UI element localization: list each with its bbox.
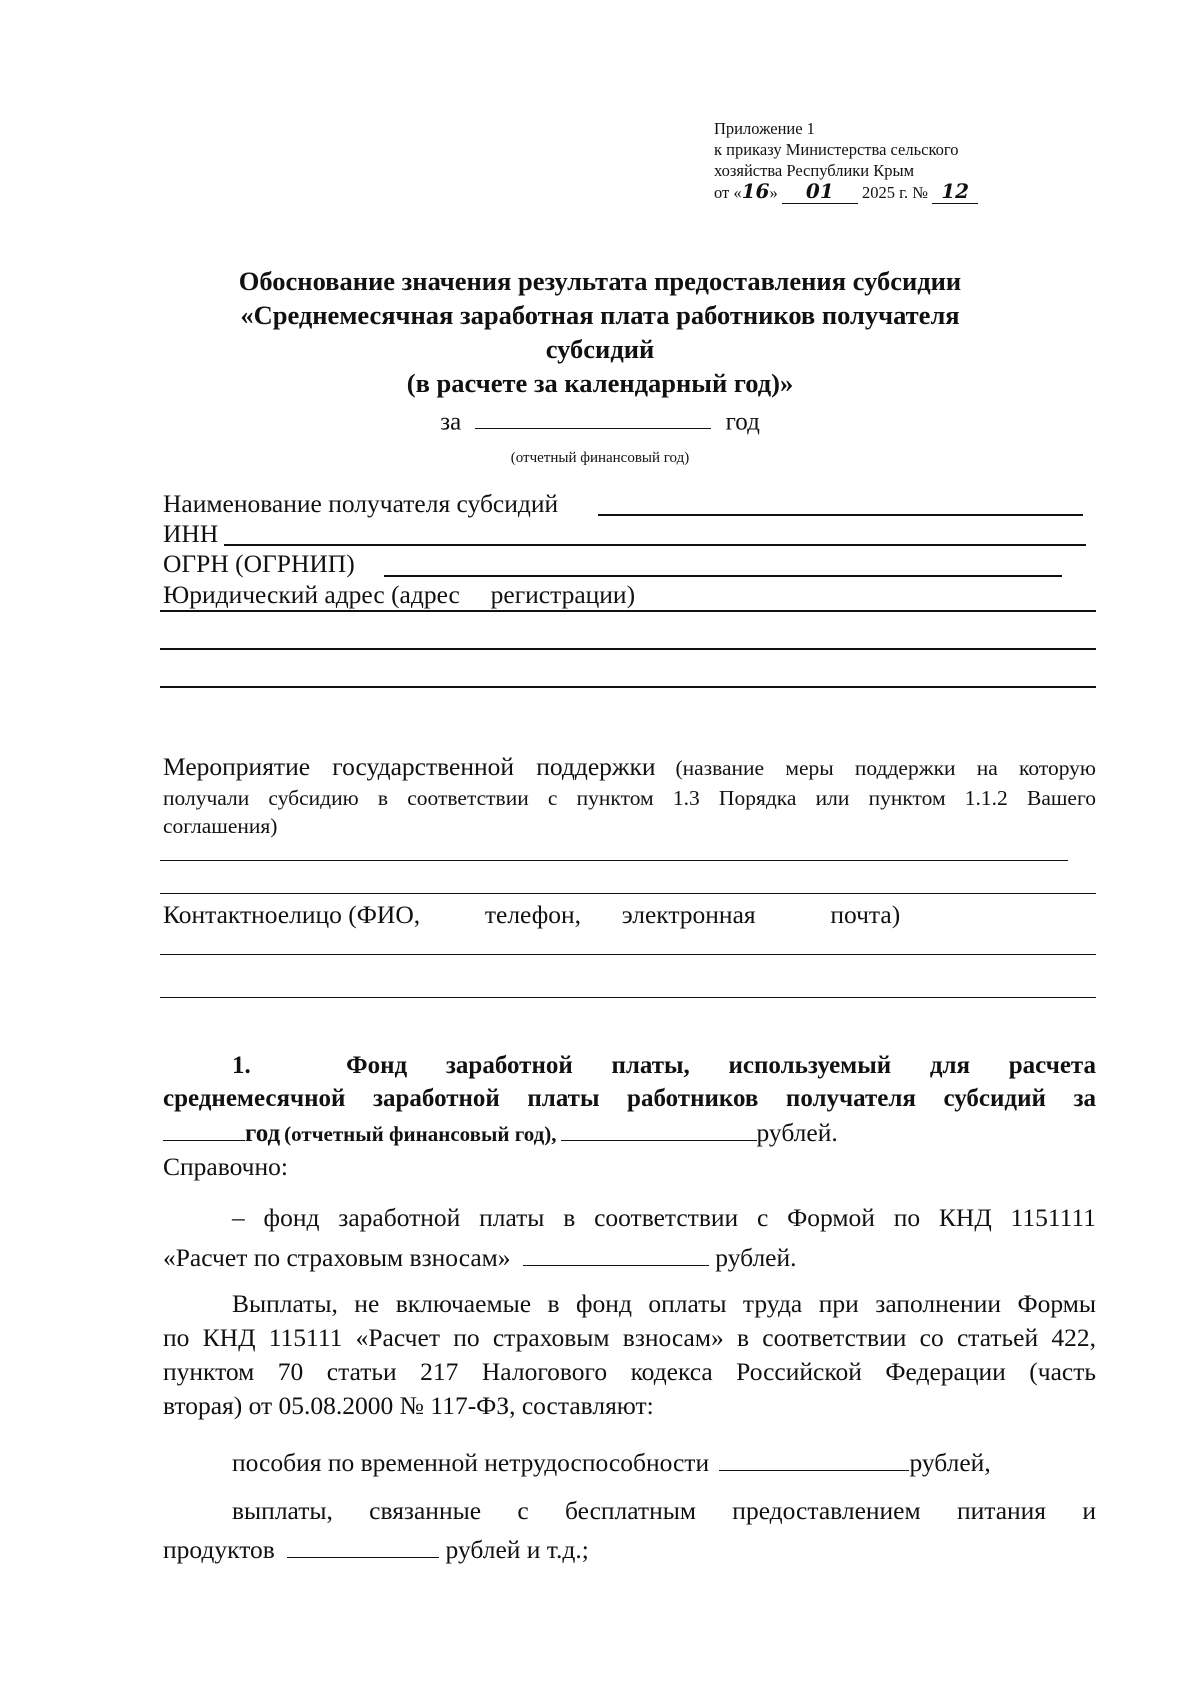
fund-year-caption: (отчетный финансовый год), — [284, 1122, 557, 1146]
contact-person-label — [163, 900, 900, 930]
contact-word: телефон, — [484, 900, 581, 929]
appendix-line: к приказу Министерства сельского — [714, 140, 959, 159]
date-mid: » — [769, 183, 778, 202]
reporting-year-line — [150, 402, 1050, 436]
legal-address-field-3[interactable] — [160, 686, 1096, 688]
contact-word: почта) — [830, 900, 901, 929]
fund-reference-line: – фонд заработной платы в соответствии с Формой по КНД 1151111 — [232, 1203, 1096, 1232]
title-line: Обоснование значения результата предоставления субсидии — [238, 266, 962, 296]
excluded-payments-line: пунктом 70 статьи 217 Налогового кодекса Российской Федерации (часть — [163, 1357, 1096, 1386]
appendix-date-line — [714, 181, 978, 204]
free-food-label: продуктов — [163, 1534, 275, 1564]
contact-word: Контактноелицо (ФИО, — [163, 900, 421, 929]
page-title — [150, 264, 1050, 400]
legal-address-label-part: Юридический адрес (адрес — [163, 580, 460, 609]
title-line: «Среднемесячная заработная плата работников получателя — [240, 300, 960, 330]
fund-reference-amount-field[interactable] — [523, 1238, 709, 1266]
section-1-heading-line-2: среднемесячной заработной платы работников получателя субсидий за — [163, 1085, 1096, 1112]
section-heading-text: Фонд заработной платы, используемый для расчета — [346, 1052, 1096, 1079]
fund-year-field[interactable] — [163, 1123, 245, 1141]
contact-person-field-2[interactable] — [160, 997, 1096, 998]
free-food-amount-field[interactable] — [287, 1530, 439, 1558]
free-food-line: выплаты, связанные с бесплатным предоставлением питания и — [232, 1496, 1096, 1525]
sick-leave-amount-field[interactable] — [719, 1443, 909, 1471]
ogrn-label: ОГРН (ОГРНИП) — [163, 549, 355, 578]
date-year: 2025 г. № — [861, 183, 928, 202]
reporting-year-field[interactable] — [475, 402, 711, 429]
title-line: (в расчете за календарный год)» — [406, 368, 794, 398]
contact-word: электронная — [621, 900, 756, 929]
appendix-line: хозяйства Республики Крым — [714, 161, 915, 180]
title-line: субсидий — [545, 334, 655, 364]
support-measure-field-2[interactable] — [160, 893, 1096, 894]
sick-leave-line — [232, 1443, 991, 1478]
support-measure-hint: (название меры поддержки на которую — [675, 756, 1096, 780]
free-food-line-2 — [163, 1530, 589, 1565]
reference-label: Справочно: — [163, 1152, 288, 1181]
contact-person-field[interactable] — [160, 954, 1096, 955]
ogrn-field[interactable] — [384, 575, 1062, 577]
excluded-payments-line: вторая) от 05.08.2000 № 117-ФЗ, составляют: — [163, 1391, 654, 1420]
fund-amount-unit: рублей. — [756, 1118, 838, 1147]
year-prefix: за — [440, 408, 462, 436]
free-food-unit: рублей и т.д.; — [445, 1534, 589, 1564]
date-month: 01 — [805, 179, 834, 203]
inn-label: ИНН — [163, 519, 219, 548]
order-number: 12 — [941, 179, 970, 203]
support-measure-line — [163, 752, 1096, 782]
support-measure-hint-line: получали субсидию в соответствии с пунктом 1.3 Порядка или пунктом 1.1.2 Вашего — [163, 786, 1096, 810]
reporting-year-caption: (отчетный финансовый год) — [510, 450, 690, 466]
sick-leave-label: пособия по временной нетрудоспособности — [232, 1447, 710, 1477]
recipient-name-field[interactable] — [598, 514, 1083, 516]
sick-leave-unit: рублей, — [909, 1447, 991, 1477]
appendix-block — [714, 118, 978, 204]
legal-address-field-2[interactable] — [160, 648, 1096, 650]
excluded-payments-line: по КНД 115111 «Расчет по страховым взносам» в соответствии со статьей 422, — [163, 1323, 1096, 1352]
order-number-field — [932, 181, 978, 204]
date-month-field — [782, 181, 858, 204]
fund-reference-text: «Расчет по страховым взносам» — [163, 1242, 511, 1272]
fund-amount-field[interactable] — [561, 1123, 757, 1141]
legal-address-label — [163, 580, 635, 610]
recipient-name-label: Наименование получателя субсидий — [163, 489, 559, 518]
section-1-heading-line-3 — [163, 1118, 838, 1148]
appendix-line: Приложение 1 — [714, 119, 815, 138]
year-suffix: год — [725, 408, 760, 436]
fund-reference-line-2 — [163, 1238, 797, 1273]
support-measure-field[interactable] — [160, 860, 1068, 861]
date-day: 16 — [741, 179, 770, 203]
legal-address-label-part: регистрации) — [490, 580, 636, 609]
support-measure-hint-line: соглашения) — [163, 814, 278, 838]
legal-address-field[interactable] — [160, 610, 1096, 612]
support-measure-label: Мероприятие государственной поддержки — [163, 752, 656, 781]
section-number: 1. — [232, 1052, 251, 1079]
date-prefix: от « — [714, 183, 742, 202]
fund-year-suffix: год — [245, 1120, 281, 1147]
section-1-heading-line — [232, 1052, 1096, 1080]
excluded-payments-line: Выплаты, не включаемые в фонд оплаты труда при заполнении Формы — [232, 1289, 1096, 1318]
inn-field[interactable] — [224, 544, 1086, 546]
fund-reference-unit: рублей. — [715, 1242, 797, 1272]
